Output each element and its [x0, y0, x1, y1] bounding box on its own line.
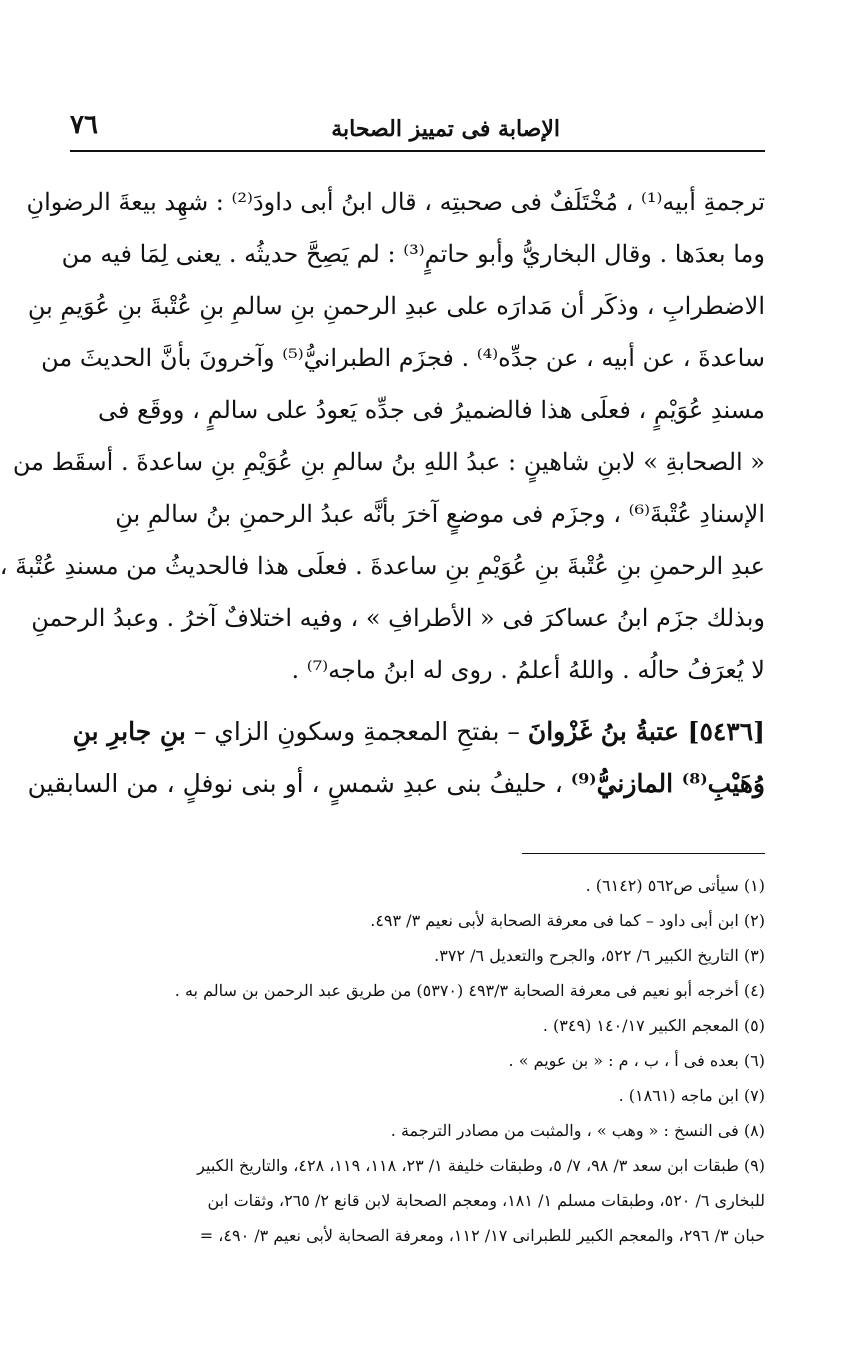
- running-title: الإصابة فى تمييز الصحابة: [331, 116, 560, 142]
- footnote: (٢) ابن أبى داود – كما فى معرفة الصحابة لأبى نعيم ٣/ ٤٩٣.: [370, 911, 765, 930]
- entry-line: [70, 706, 765, 758]
- footnote: (١) سيأتى ص٥٦٢ (٦١٤٢) .: [585, 876, 765, 895]
- footnote: (٥) المعجم الكبير ١٤٠/١٧ (٣٤٩) .: [542, 1016, 765, 1035]
- header-rule: [70, 150, 765, 152]
- page-number: ٧٦: [70, 110, 98, 140]
- text-line: لا يُعرَفُ حالُه . واللهُ أعلمُ . روى له ابنُ ماجه⁽⁷⁾ .: [291, 656, 765, 684]
- entry-lineage: وُهَيْبِ⁽⁸⁾ المازنيُّ⁽⁹⁾: [570, 769, 765, 798]
- text-line: مسندِ عُوَيْمٍ ، فعلَى هذا فالضميرُ فى جدِّه يَعودُ على سالمٍ ، ووقَع فى: [97, 396, 765, 424]
- text-line: « الصحابةِ » لابنِ شاهينٍ : عبدُ اللهِ بنُ سالمِ بنِ عُوَيْمِ بنِ ساعدةَ . أسقَط من: [12, 448, 765, 476]
- footnote: (٦) بعده فى أ ، ب ، م : « بن عويم » .: [508, 1051, 765, 1070]
- text-line: ترجمةِ أبيه⁽¹⁾ ، مُخْتَلَفٌ فى صحبتِه ، قال ابنُ أبى داودَ⁽²⁾ : شهِد بيعةَ الرضوانِ: [26, 188, 765, 216]
- biography-entry: [27, 706, 765, 810]
- main-text: [0, 176, 765, 810]
- text-line: وما بعدَها . وقال البخاريُّ وأبو حاتمٍ⁽³⁾ : لم يَصِحَّ حديثُه . يعنى لِمَا فيه من: [61, 240, 765, 268]
- text-line: ساعدةَ ، عن أبيه ، عن جدِّه⁽⁴⁾ . فجزَم الطبرانيُّ⁽⁵⁾ وآخرونَ بأنَّ الحديثَ من: [41, 344, 765, 372]
- footnote: (٨) فى النسخ : « وهب » ، والمثبت من مصادر الترجمة .: [390, 1121, 765, 1140]
- footnote: (٩) طبقات ابن سعد ٣/ ٩٨، ٧/ ٥، وطبقات خليفة ١/ ٢٣، ١١٨، ١١٩، ٤٢٨، والتاريخ الكبير: [197, 1156, 765, 1175]
- footnote: (٣) التاريخ الكبير ٦/ ٥٢٢، والجرح والتعديل ٦/ ٣٧٢.: [434, 946, 765, 965]
- entry-text: ، حليفُ بنى عبدِ شمسٍ ، أو بنى نوفلٍ ، من السابقين: [27, 769, 571, 798]
- text-line: الإسنادِ عُتْبةَ⁽⁶⁾ ، وجزَم فى موضعٍ آخرَ بأنَّه عبدُ الرحمنِ بنُ سالمِ بنِ: [115, 500, 765, 528]
- page-header: [70, 108, 765, 152]
- footnote: (٧) ابن ماجه (١٨٦١) .: [618, 1086, 765, 1105]
- entry-text: – بفتحِ المعجمةِ وسكونِ الزاي –: [185, 717, 528, 746]
- footnote-continuation: للبخارى ٦/ ٥٢٠، وطبقات مسلم ١/ ١٨١، ومعجم الصحابة لابن قانع ٢/ ٢٦٥، وثقات ابن: [207, 1191, 765, 1210]
- footnote-continuation: حبان ٣/ ٢٩٦، والمعجم الكبير للطبرانى ١٧/ ١١٢، ومعرفة الصحابة لأبى نعيم ٣/ ٤٩٠، =: [199, 1226, 765, 1245]
- entry-heading: [٥٤٣٦] عتبةُ بنُ غَزْوانَ: [527, 717, 765, 746]
- text-line: الاضطرابِ ، وذكَر أن مَدارَه على عبدِ الرحمنِ بنِ سالمِ بنِ عُتْبةَ بنِ عُوَيمِ بنِ: [27, 292, 765, 320]
- entry-lineage: بنِ جابرِ بنِ: [72, 717, 186, 746]
- text-line: عبدِ الرحمنِ بنِ عُتْبةَ بنِ عُوَيْمِ بنِ ساعدةَ . فعلَى هذا فالحديثُ من مسندِ عُتْبةَ ،: [0, 552, 765, 580]
- footnote: (٤) أخرجه أبو نعيم فى معرفة الصحابة ٤٩٣/٣ (٥٣٧٠) من طريق عبد الرحمن بن سالم به .: [174, 981, 765, 1000]
- entry-line: [27, 758, 765, 810]
- footnotes: [70, 868, 765, 1253]
- text-line: وبذلك جزَم ابنُ عساكرَ فى « الأطرافِ » ، وفيه اختلافٌ آخرُ . وعبدُ الرحمنِ: [31, 604, 765, 632]
- footnote-rule: [522, 853, 765, 854]
